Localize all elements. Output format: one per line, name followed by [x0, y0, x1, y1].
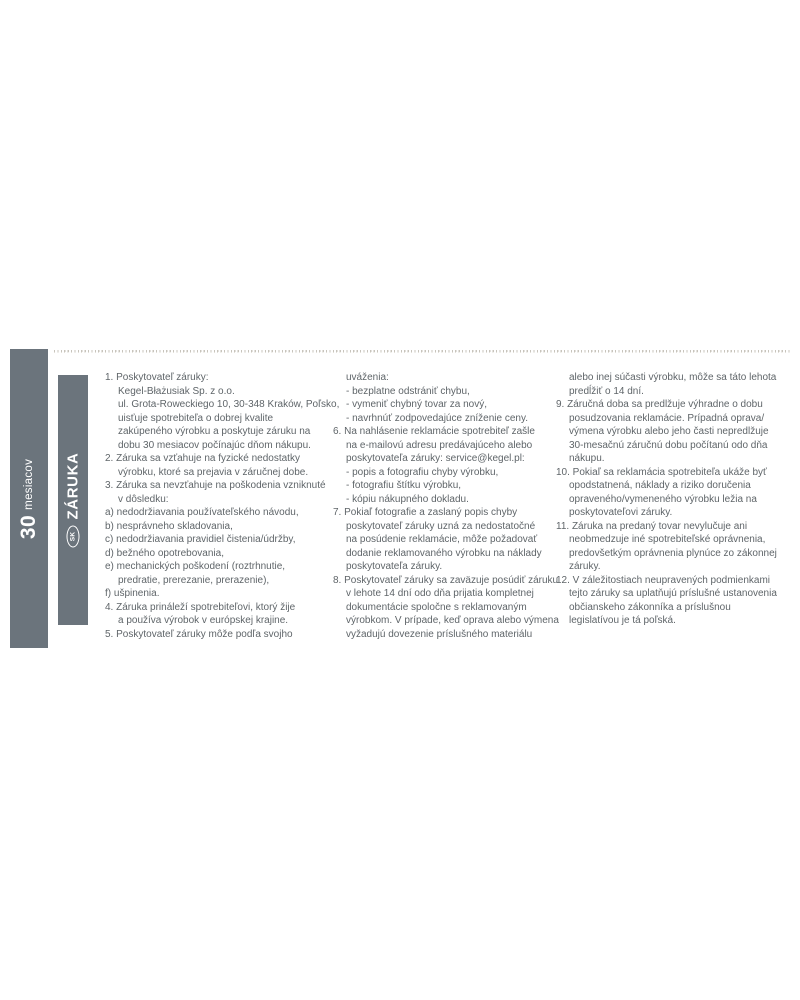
text-line: nákupu. [569, 453, 605, 464]
text-line: a) nedodržiavania používateľského návodu, [105, 507, 299, 518]
text-line: 8. Poskytovateľ záruky sa zaväzuje posúdiť záruku [333, 574, 559, 586]
text-line: v dôsledku: [118, 493, 169, 505]
text-line: - vymeniť chybný tovar za nový, [346, 399, 488, 410]
warranty-terms-column-2 [333, 371, 561, 641]
text-line: - navrhnúť zodpovedajúce zníženie ceny. [346, 412, 529, 424]
text-line: 10. Pokiaľ sa reklamácia spotrebiteľa ukáže byť [556, 466, 767, 478]
text-line: dokumentácie spoločne s reklamovaným [346, 601, 527, 613]
text-line: 5. Poskytovateľ záruky môže podľa svojho [105, 628, 293, 640]
text-line: legislatívou je tá poľská. [569, 615, 676, 626]
text-line: f) ušpinenia. [105, 588, 160, 599]
text-line: a používa výrobok v európskej krajine. [118, 615, 289, 626]
text-line: alebo inej súčasti výrobku, môže sa táto lehota [569, 372, 777, 383]
text-line: 7. Pokiaľ fotografie a zaslaný popis chyby [333, 507, 518, 518]
duration-bar-content [17, 458, 41, 538]
text-line: - bezplatne odstrániť chybu, [346, 385, 470, 397]
warranty-title: ZÁRUKA [64, 452, 82, 520]
text-line: poskytovateľovi záruky. [569, 507, 673, 518]
text-line: občianskeho zákonníka a príslušnou [569, 601, 731, 613]
text-line: výrobkom. V prípade, keď oprava alebo výmena [346, 615, 559, 626]
text-line: 11. Záruka na predaný tovar nevylučuje ani [556, 520, 748, 532]
text-line: 2. Záruka sa vzťahuje na fyzické nedostatky [105, 453, 300, 464]
duration-unit: mesiacov [23, 458, 35, 510]
text-line: uisťuje spotrebiteľa o dobrej kvalite [118, 412, 274, 424]
text-line: dobu 30 mesiacov počínajúc dňom nákupu. [118, 439, 311, 451]
warranty-terms-column-1 [105, 371, 340, 641]
text-line: poskytovateľa záruky: service@kegel.pl: [346, 453, 525, 464]
text-line: 12. V záležitostiach neupravených podmienkami [556, 574, 771, 586]
text-line: uváženia: [346, 372, 389, 383]
text-line: 6. Na nahlásenie reklamácie spotrebiteľ zašle [333, 426, 535, 437]
text-line: poskytovateľa záruky. [346, 561, 443, 572]
text-line: c) nedodržiavania pravidiel čistenia/údržby, [105, 534, 296, 545]
text-line: - kópiu nákupného dokladu. [346, 493, 469, 505]
text-line: dodanie reklamovaného výrobku na náklady [346, 547, 542, 559]
text-line: predovšetkým oprávnenia plynúce zo zákonnej [569, 547, 777, 559]
text-line: výmena výrobku alebo jeho časti nepredlžuje [569, 426, 769, 437]
text-line: - fotografiu štítku výrobku, [346, 480, 462, 491]
text-line: d) bežného opotrebovania, [105, 547, 224, 559]
text-line: ul. Grota-Roweckiego 10, 30-348 Kraków, Poľsko, [118, 399, 340, 410]
text-line: neobmedzuje iné spotrebiteľské oprávnenia, [569, 534, 766, 545]
text-line: predratie, prerezanie, prerazenie), [118, 574, 270, 586]
text-line: výrobku, ktoré sa prejavia v záručnej dobe. [118, 466, 309, 478]
text-line: na posúdenie reklamácie, môže požadovať [346, 534, 538, 545]
text-line: Kegel-Błażusiak Sp. z o.o. [118, 385, 235, 397]
text-line: 3. Záruka sa nevzťahuje na poškodenia vzniknuté [105, 480, 326, 491]
duration-bar [10, 349, 48, 648]
text-line: vyžadujú dovezenie príslušného materiálu [346, 628, 533, 640]
text-line: záruky. [569, 561, 601, 572]
language-sk-badge: SK [67, 525, 80, 547]
text-line: b) nesprávneho skladovania, [105, 520, 233, 532]
warranty-title-bar-content [65, 453, 82, 548]
duration-number: 30 [17, 514, 40, 539]
text-line: 30-mesačnú záručnú dobu počítanú odo dňa [569, 439, 768, 451]
warranty-terms-column-3 [556, 371, 784, 628]
text-line: - popis a fotografiu chyby výrobku, [346, 466, 499, 478]
text-line: e) mechanických poškodení (roztrhnutie, [105, 561, 286, 572]
text-line: 9. Záručná doba sa predlžuje výhradne o dobu [556, 399, 763, 410]
text-line: predĺžiť o 14 dní. [569, 385, 644, 397]
perforation-line [54, 350, 792, 352]
text-line: 4. Záruka prináleží spotrebiteľovi, ktorý žije [105, 601, 296, 613]
warranty-title-bar [58, 375, 88, 625]
text-line: opodstatnená, náklady a riziko doručenia [569, 480, 751, 491]
text-line: opraveného/vymeneného výrobku ležia na [569, 493, 757, 505]
text-line: na e-mailovú adresu predávajúceho alebo [346, 439, 533, 451]
text-line: tejto záruky sa uplatňujú príslušné ustanovenia [569, 588, 777, 599]
text-line: 1. Poskytovateľ záruky: [105, 372, 209, 383]
text-line: zakúpeného výrobku a poskytuje záruku na [118, 426, 311, 437]
text-line: poskytovateľ záruky uzná za nedostatočné [346, 520, 536, 532]
text-line: v lehote 14 dní odo dňa prijatia kompletnej [346, 588, 534, 599]
text-line: posudzovania reklamácie. Prípadná oprava/ [569, 412, 765, 424]
